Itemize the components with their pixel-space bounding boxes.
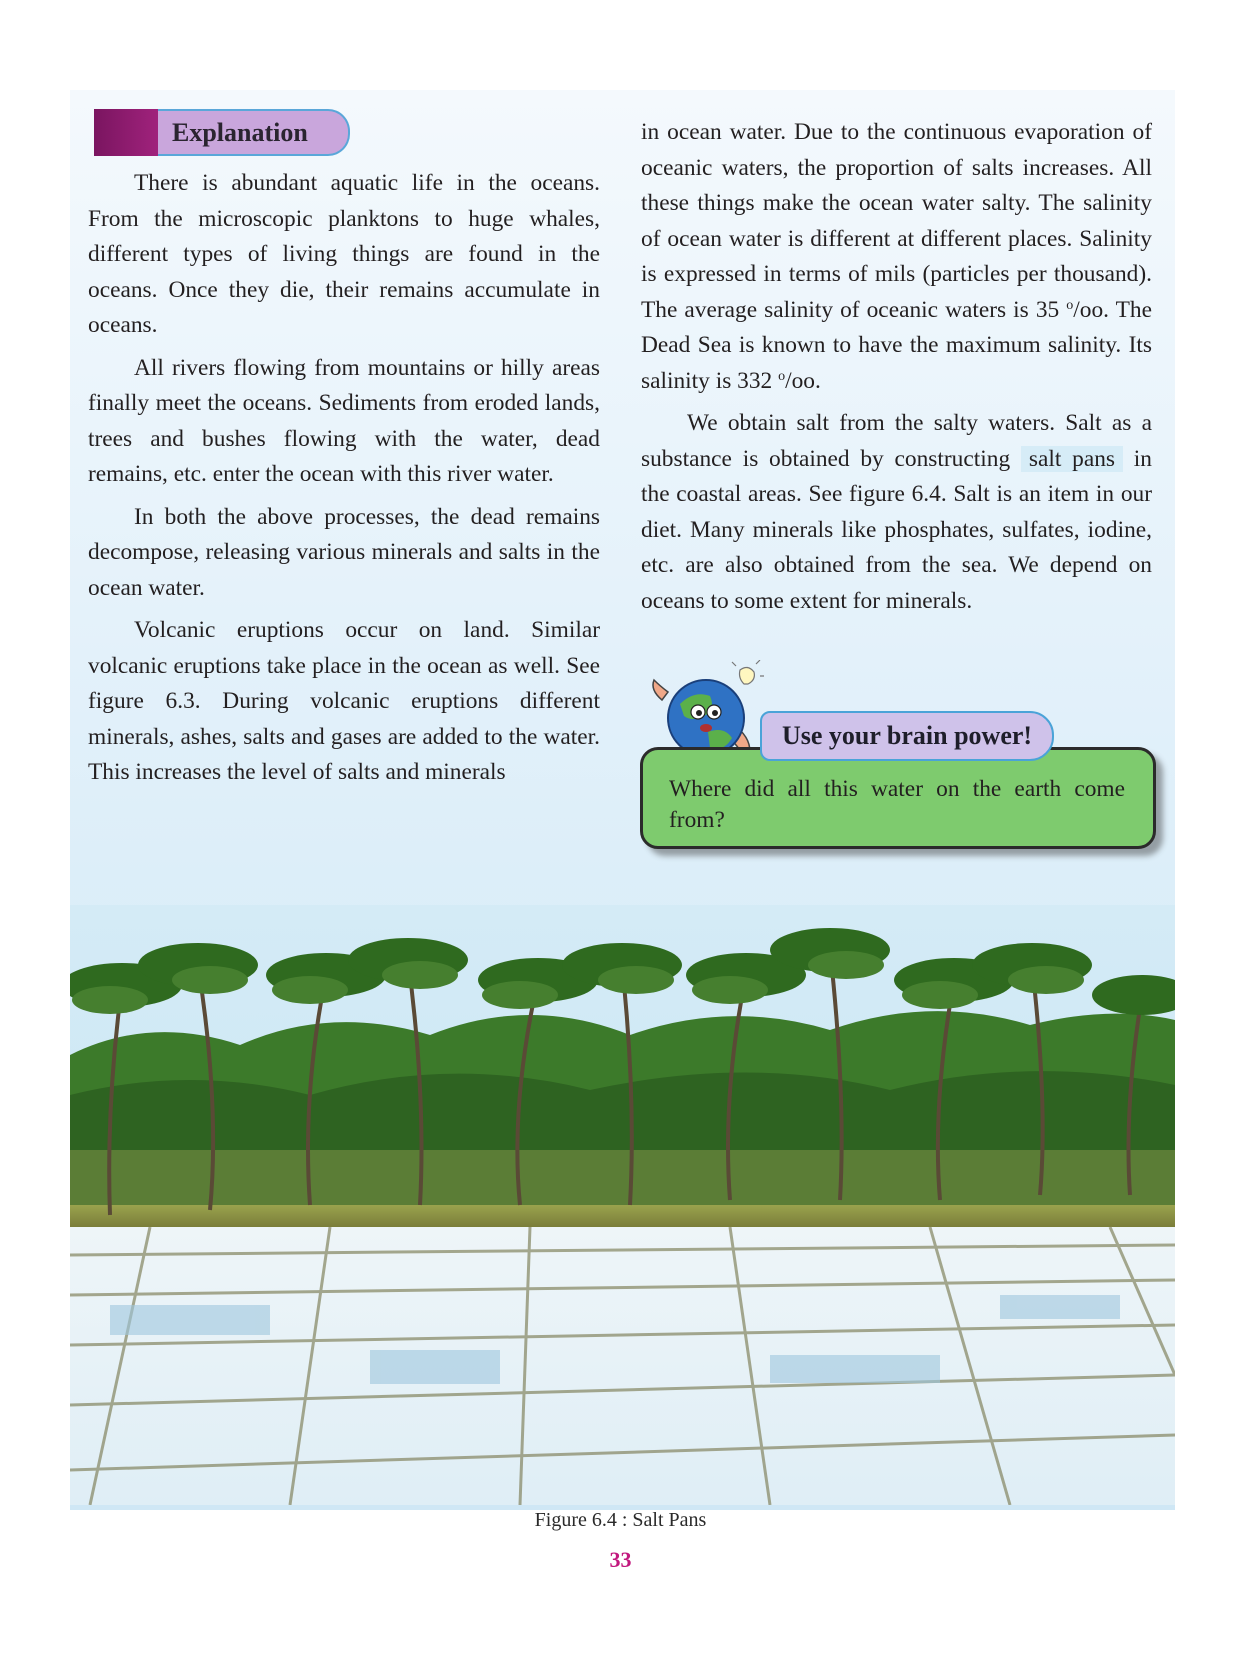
paragraph: There is abundant aquatic life in the oceans. From the microscopic planktons to huge whales, different types of living things are found in the oceans. Once they die, their remains accumulate in oceans. <box>88 170 600 338</box>
highlighted-term: salt pans <box>1021 446 1123 472</box>
superscript: o <box>1066 297 1074 313</box>
left-column <box>88 166 600 798</box>
text-run: in the coastal areas. See figure 6.4. Salt is an item in our diet. Many minerals like phosphates, sulfates, iodine, etc. are also obtained from the sea. We depend on oceans to some extent for minerals. <box>641 445 1152 614</box>
brain-power-question: Where did all this water on the earth come from? <box>669 776 1125 833</box>
brain-power-box <box>640 747 1156 849</box>
paragraph: Volcanic eruptions occur on land. Similar volcanic eruptions take place in the ocean as well. See figure 6.3. During volcanic eruptions different minerals, ashes, salts and gases are added to the water. This increases the level of salts and minerals <box>88 617 600 785</box>
paragraph: All rivers flowing from mountains or hilly areas finally meet the oceans. Sediments from eroded lands, trees and bushes flowing with the water, dead remains, etc. enter the ocean with this river water. <box>88 354 600 487</box>
right-column <box>641 115 1152 626</box>
explanation-tag-bar <box>94 109 158 156</box>
figure-caption: Figure 6.4 : Salt Pans <box>534 1509 707 1531</box>
text-run: /oo. The Dead Sea is known to have the maximum salinity. Its salinity is 332 <box>641 296 1152 394</box>
text-run: /oo. <box>785 367 821 394</box>
paragraph: In both the above processes, the dead remains decompose, releasing various minerals and salts in the ocean water. <box>88 503 600 601</box>
text-run: We obtain salt from the salty waters. Salt as a substance is obtained by constructing <box>641 410 1152 472</box>
brain-power-title: Use your brain power! <box>760 711 1054 761</box>
salt-pans-photo <box>70 905 1175 1505</box>
paragraph <box>641 406 1152 619</box>
explanation-label: Explanation <box>158 109 350 156</box>
paragraph <box>641 115 1152 399</box>
superscript: o <box>778 368 786 384</box>
page-number: 33 <box>609 1547 632 1572</box>
text-run: in ocean water. Due to the continuous evaporation of oceanic waters, the proportion of salts increases. All these things make the ocean water salty. The salinity of ocean water is different at different places. Salinity is expressed in terms of mils (particles per thousand). The average salinity of oceanic waters is 35 <box>641 119 1152 323</box>
explanation-tag <box>94 109 350 156</box>
